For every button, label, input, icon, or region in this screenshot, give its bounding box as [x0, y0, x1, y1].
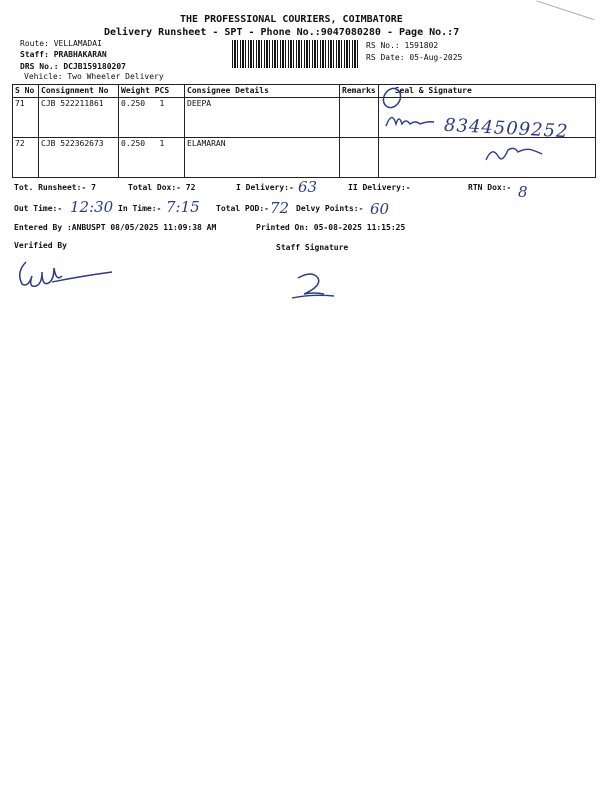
total-dox: Total Dox:- 72	[128, 183, 196, 192]
row-consignee: DEEPA	[185, 98, 340, 138]
col-seal-signature: Seal & Signature	[378, 85, 595, 98]
verifier-signature	[12, 254, 142, 298]
row-pcs: 1	[159, 139, 165, 148]
staff-signature	[288, 270, 348, 304]
row-sno: 72	[13, 138, 39, 178]
verified-by-label: Verified By	[14, 241, 67, 250]
col-remarks: Remarks	[340, 85, 379, 98]
delvy-points-label: Delvy Points:-	[296, 204, 364, 213]
ii-delivery: II Delivery:-	[348, 183, 411, 192]
signature-scribble-1	[386, 117, 434, 126]
row-sno: 71	[13, 98, 39, 138]
in-time-value: 7:15	[166, 198, 200, 216]
col-weight-pcs: Weight PCS	[119, 85, 185, 98]
col-consignment: Consignment No	[39, 85, 119, 98]
row-remarks	[340, 98, 379, 138]
signature-scribble-2	[486, 148, 542, 160]
rs-date: RS Date: 05-Aug-2025	[366, 53, 463, 62]
col-sno: S No	[13, 85, 39, 98]
total-pod-value: 72	[270, 199, 290, 217]
barcode	[232, 40, 360, 68]
out-time-value: 12:30	[70, 198, 114, 216]
company-title: THE PROFESSIONAL COURIERS, COIMBATORE	[180, 14, 403, 25]
rs-number: RS No.: 1591802	[366, 41, 439, 50]
tot-runsheet: Tot. Runsheet:- 7	[14, 183, 96, 192]
page-fold-mark	[536, 0, 600, 20]
rtn-dox-value: 8	[518, 183, 528, 201]
row-weight: 0.250	[121, 99, 146, 108]
total-pod-label: Total POD:-	[216, 204, 269, 213]
row-weight-pcs	[119, 98, 185, 138]
row-weight: 0.250	[121, 139, 146, 148]
row-remarks	[340, 138, 379, 178]
staff-label: Staff: PRABHAKARAN	[20, 50, 107, 59]
i-delivery-label: I Delivery:-	[236, 183, 294, 192]
drs-number: DRS No.: DCJB159180207	[20, 62, 126, 71]
col-consignee: Consignee Details	[185, 85, 340, 98]
vehicle-label: Vehicle: Two Wheeler Delivery	[24, 72, 164, 81]
out-time-label: Out Time:-	[14, 204, 63, 213]
row-weight-pcs	[119, 138, 185, 178]
tick-mark	[380, 86, 404, 111]
route-label: Route: VELLAMADAI	[20, 39, 102, 48]
printed-on: Printed On: 05-08-2025 11:15:25	[256, 223, 406, 232]
row-consignment: CJB 522211861	[39, 98, 119, 138]
row-consignment: CJB 522362673	[39, 138, 119, 178]
row-pcs: 1	[159, 99, 165, 108]
in-time-label: In Time:-	[118, 204, 162, 213]
runsheet-subtitle: Delivery Runsheet - SPT - Phone No.:9047080280 - Page No.:7	[104, 27, 460, 38]
staff-signature-label: Staff Signature	[276, 243, 349, 252]
delvy-points-value: 60	[370, 200, 390, 218]
i-delivery-value: 63	[298, 178, 318, 196]
handwritten-phone: 8344509252	[443, 114, 569, 143]
row-consignee: ELAMARAN	[185, 138, 340, 178]
entered-by: Entered By :ANBUSPT 08/05/2025 11:09:38 AM	[14, 223, 217, 232]
rtn-dox-label: RTN Dox:-	[468, 183, 512, 192]
